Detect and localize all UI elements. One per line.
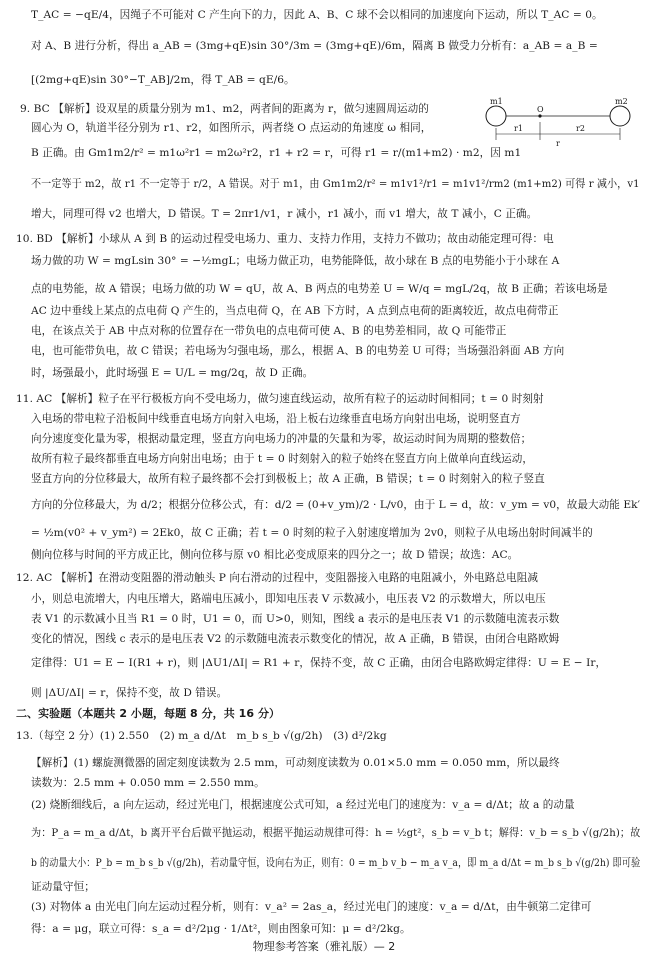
text-line-10: 场力做的功 W = mgLsin 30° = −½mgL；电场力做正功，电势能降低，故小球在 B 点的电势能小于小球在 A [31, 255, 560, 267]
label-r1: r1 [514, 124, 523, 133]
text-line-26: 表 V1 的示数减小且当 R1 = 0 时，U1 = 0，而 U>0，则知，图线 a 表示的是电压表 V1 的示数随电流表示数 [31, 613, 560, 625]
q11-heading: 11. AC 【解析】粒子在平行极板方向不受电场力，做匀速直线运动，故所有粒子的运动时间相同；t = 0 时刻射 [16, 393, 544, 405]
text-line-18: 向分速度变化量为零，根据动量定理，竖直方向电场力的冲量的矢量和为零，故运动时间为周期的整数倍； [31, 433, 532, 445]
text-line-27: 变化的情况，图线 c 表示的是电压表 V2 的示数随电流表示数变化的情况，故 A 正确，B 错误，由闭合电路欧姆 [31, 633, 560, 645]
star-m1-circle [486, 106, 506, 126]
text-line-12: AC 边中垂线上某点的点电荷 Q 产生的，当点电荷 Q，在 AB 下方时，A 点到点电荷的距离较近，故点电荷带正 [31, 305, 559, 317]
text-line-29: 则 |ΔU/ΔI| = r，保持不变，故 D 错误。 [31, 687, 228, 699]
label-r: r [556, 139, 560, 148]
star-m2-circle [610, 106, 630, 126]
text-line-14: 电，也可能带负电，故 C 错误；若电场为匀强电场，那么，根据 A、B 的电势差 U 可得；当场强沿斜面 AB 方向 [31, 345, 565, 357]
text-line-3: [(2mg+qE)sin 30°−T_AB]/2m，得 T_AB = qE/6。 [31, 74, 295, 86]
text-line-35: 为：P_a = m_a d/Δt，b 离开平台后做平抛运动，根据平抛运动规律可得：h = ½gt²，s_b = v_b t；解得：v_b = s_b √(g/2h)；故 [31, 827, 641, 839]
text-line-8: 增大，同理可得 v2 也增大，D 错误。T = 2πr1/v1，r 减小，r1 减小，而 v1 增大，故 T 减小，C 正确。 [31, 208, 538, 220]
text-line-34: (2) 烧断细线后，a 向左运动，经过光电门，根据速度公式可知，a 经过光电门的速度为：v_a = d/Δt；故 a 的动量 [31, 799, 575, 811]
text-line-33: 读数为：2.5 mm + 0.050 mm = 2.550 mm。 [31, 777, 265, 789]
text-line-37: 证动量守恒； [31, 881, 95, 893]
text-line-21: 方向的分位移最大，为 d/2；根据分位移公式，有：d/2 = (0+v_ym)/2 · L/v0，由于 L = d，故：v_ym = v0，故最大动能 Ek′ [31, 499, 641, 511]
text-line-7: 不一定等于 m2，故 r1 不一定等于 r/2，A 错误。对于 m1，由 Gm1m2/r² = m1v1²/r1 = m1v1²/rm2 (m1+m2) 可得 r 减小，v1 [31, 178, 640, 190]
text-line-22: = ½m(v0² + v_ym²) = 2Ek0，故 C 正确；若 t = 0 时刻的粒子入射速度增加为 2v0，则粒子从电场出射时间减半的 [31, 527, 593, 539]
q13-answers: 13.（每空 2 分）(1) 2.550 (2) m_a d/Δt m_b s_b √(g/2h) (3) d²/2kg [16, 730, 387, 742]
page-footer: 物理参考答案（雅礼版）— 2 [252, 940, 396, 953]
text-line-39: 得：a = μg，联立可得：s_a = d²/2μg · 1/Δt²，则由图象可知：μ = d²/2kg。 [31, 923, 411, 935]
text-line-2: 对 A、B 进行分析，得出 a_AB = (3mg+qE)sin 30°/3m = (3mg+qE)/6m，隔离 B 做受力分析有：a_AB = a_B = [31, 40, 598, 52]
text-line-5: 圆心为 O，轨道半径分别为 r1、r2，如图所示，两者绕 O 点运动的角速度 ω 相同， [31, 122, 432, 134]
text-line-25: 小，则总电流增大，内电压增大，路端电压减小，即知电压表 V 示数减小，电压表 V2 的示数增大，所以电压 [31, 593, 546, 605]
section-heading: 二、实验题（本题共 2 小题，每题 8 分，共 16 分） [16, 707, 281, 720]
text-line-15: 时，场强最小，此时场强 E = U/L = mg/2q，故 D 正确。 [31, 367, 314, 379]
text-line-1: T_AC = −qE/4，因绳子不可能对 C 产生向下的力，因此 A、B、C 球不会以相同的加速度向下运动，所以 T_AC = 0。 [31, 9, 603, 21]
text-line-17: 入电场的带电粒子沿板间中线垂直电场方向射入电场，沿上板右边缘垂直电场方向射出电场，说明竖直方 [31, 413, 521, 425]
label-m1: m1 [490, 97, 503, 106]
text-line-32: 【解析】(1) 螺旋测微器的固定刻度读数为 2.5 mm，可动刻度读数为 0.01×5.0 mm = 0.050 mm，所以最终 [31, 757, 560, 769]
text-line-13: 电，在该点关于 AB 中点对称的位置存在一带负电的点电荷可使 A、B 的电势差相同，故 Q 可能带正 [31, 325, 507, 337]
text-line-23: 侧向位移与时间的平方成正比，侧向位移与原 v0 相比必变成原来的四分之一；故 D 错误；故选：AC。 [31, 549, 519, 561]
q12-heading: 12. AC 【解析】在滑动变阻器的滑动触头 P 向右滑动的过程中，变阻器接入电路的电阻减小，外电路总电阻减 [16, 572, 539, 584]
text-line-11: 点的电势能，故 A 错误；电场力做的功 W = qU，故 A、B 两点的电势差 U = W/q = mgL/2q，故 B 正确；若该电场是 [31, 283, 608, 295]
text-line-19: 故所有粒子最终都垂直电场方向射出电场；由于 t = 0 时刻射入的粒子始终在竖直方向上做单向直线运动， [31, 453, 534, 465]
label-m2: m2 [615, 97, 628, 106]
q10-heading: 10. BD 【解析】小球从 A 到 B 的运动过程受电场力、重力、支持力作用，支持力不做功；故由动能定理可得：电 [16, 233, 554, 245]
text-line-20: 竖直方向的分位移最大，故所有粒子最终都不会打到极板上；故 A 正确，B 错误；t = 0 时刻射入的粒子竖直 [31, 473, 545, 485]
label-r2: r2 [576, 124, 585, 133]
center-o-dot [538, 114, 541, 117]
label-o: O [537, 105, 544, 114]
binary-star-diagram [478, 96, 638, 148]
text-line-36: b 的动量大小：P_b = m_b s_b √(g/2h)，若动量守恒，设向右为正，则有：0 = m_b v_b − m_a v_a，即 m_a d/Δt = m_b s_b √(g/2h) 即可验 [31, 857, 641, 869]
q9-heading: 9. BC 【解析】设双星的质量分别为 m1、m2，两者间的距离为 r，做匀速圆周运动的 [20, 103, 429, 115]
text-line-38: (3) 对物体 a 由光电门向左运动过程分析，则有：v_a² = 2as_a，经过光电门的速度：v_a = d/Δt，由牛顿第二定律可 [31, 901, 592, 913]
text-line-28: 定律得：U1 = E − I(R1 + r)，则 |ΔU1/ΔI| = R1 + r，保持不变，故 C 正确，由闭合电路欧姆定律得：U = E − Ir， [31, 657, 607, 669]
text-line-6: B 正确。由 Gm1m2/r² = m1ω²r1 = m2ω²r2，r1 + r2 = r，可得 r1 = r/(m1+m2) · m2，因 m1 [31, 147, 522, 159]
